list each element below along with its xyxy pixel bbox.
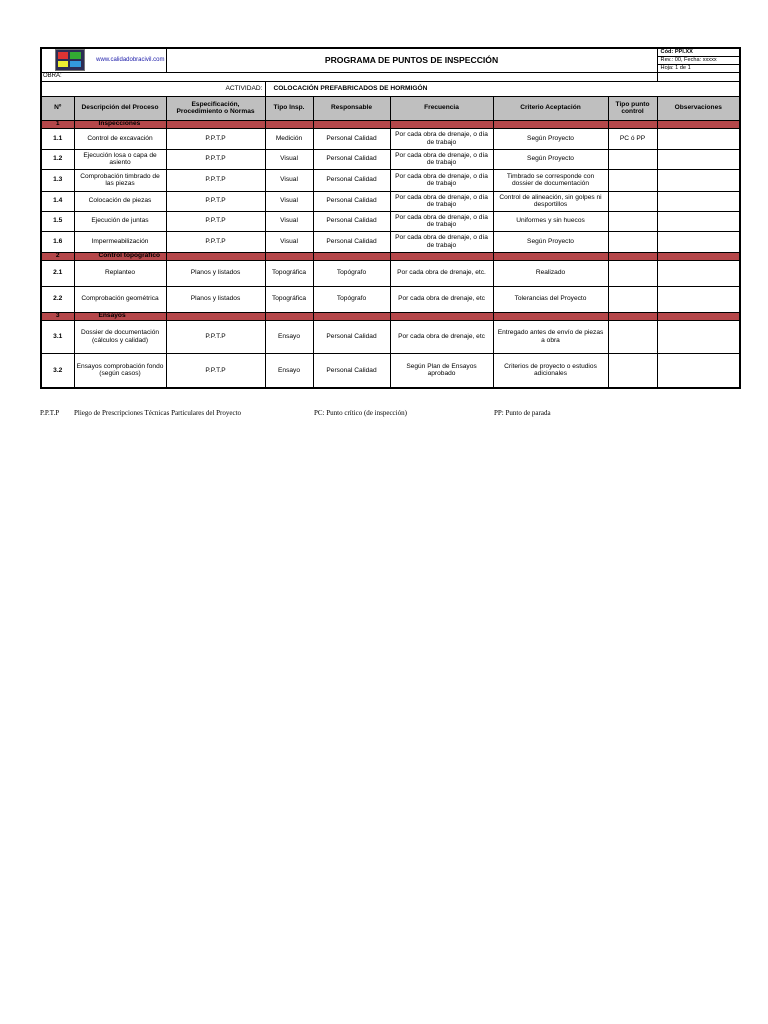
inspection-table (40, 47, 741, 389)
item-observations (657, 231, 740, 252)
item-observations (657, 149, 740, 169)
item-specification: P.P.T.P (166, 191, 265, 211)
footer-pptp-abbr: P.P.T.P (40, 409, 60, 417)
section-cell (166, 312, 265, 320)
website-link[interactable]: www.calidadobracivil.com (96, 56, 165, 63)
item-inspection-type: Topográfica (265, 260, 313, 286)
actividad-value: COLOCACIÓN PREFABRICADOS DE HORMIGÓN (265, 81, 740, 96)
section-cell (166, 252, 265, 260)
section-label: Inspecciones (74, 120, 166, 128)
item-responsible: Personal Calidad (313, 128, 390, 149)
item-acceptance-criteria: Criterios de proyecto o estudios adicionales (493, 353, 608, 388)
item-acceptance-criteria: Timbrado se corresponde con dossier de documentación (493, 169, 608, 191)
section-label: Control topográfico (74, 252, 166, 260)
section-cell (608, 252, 657, 260)
item-frequency: Por cada obra de drenaje, o día de trabajo (390, 211, 493, 231)
col-header-descripcion: Descripción del Proceso (74, 96, 166, 120)
col-header-observaciones: Observaciones (657, 96, 740, 120)
section-cell (608, 120, 657, 128)
item-frequency: Por cada obra de drenaje, o día de trabajo (390, 149, 493, 169)
item-number: 1.6 (41, 231, 74, 252)
item-observations (657, 211, 740, 231)
item-inspection-type: Visual (265, 231, 313, 252)
table-row (41, 211, 740, 231)
item-control-point (608, 320, 657, 353)
revision-date: Rev.: 00, Fecha: xxxxx (657, 56, 740, 64)
footer-pp-legend: PP: Punto de parada (494, 409, 551, 417)
logo-cell (41, 48, 166, 72)
item-description: Ensayos comprobación fondo (según casos) (74, 353, 166, 388)
document-title: PROGRAMA DE PUNTOS DE INSPECCIÓN (166, 48, 657, 72)
item-frequency: Por cada obra de drenaje, o día de trabajo (390, 191, 493, 211)
item-observations (657, 169, 740, 191)
sheet-number: Hoja: 1 de 1 (657, 64, 740, 72)
item-responsible: Personal Calidad (313, 169, 390, 191)
section-number: 3 (41, 312, 74, 320)
item-description: Impermeabilización (74, 231, 166, 252)
item-acceptance-criteria: Realizado (493, 260, 608, 286)
item-specification: P.P.T.P (166, 128, 265, 149)
item-acceptance-criteria: Control de alineación, sin golpes ni desportillos (493, 191, 608, 211)
item-responsible: Personal Calidad (313, 149, 390, 169)
item-acceptance-criteria: Uniformes y sin huecos (493, 211, 608, 231)
item-control-point (608, 169, 657, 191)
item-specification: P.P.T.P (166, 231, 265, 252)
col-header-criterio: Criterio Aceptación (493, 96, 608, 120)
section-cell (657, 252, 740, 260)
item-inspection-type: Ensayo (265, 353, 313, 388)
footer-pc-legend: PC: Punto crítico (de inspección) (314, 409, 407, 417)
item-number: 2.2 (41, 286, 74, 312)
item-acceptance-criteria: Según Proyecto (493, 149, 608, 169)
item-inspection-type: Topográfica (265, 286, 313, 312)
col-header-especificacion: Especificación, Procedimiento o Normas (166, 96, 265, 120)
col-header-responsable: Responsable (313, 96, 390, 120)
item-frequency: Por cada obra de drenaje, etc (390, 320, 493, 353)
section-cell (608, 312, 657, 320)
section-number: 1 (41, 120, 74, 128)
item-description: Replanteo (74, 260, 166, 286)
item-responsible: Personal Calidad (313, 320, 390, 353)
col-header-tipo-insp: Tipo Insp. (265, 96, 313, 120)
section-cell (265, 252, 313, 260)
document-code: Cód: PPI.XX (657, 48, 740, 56)
table-row (41, 191, 740, 211)
section-cell (390, 312, 493, 320)
item-inspection-type: Visual (265, 211, 313, 231)
section-cell (166, 120, 265, 128)
item-control-point (608, 286, 657, 312)
item-specification: P.P.T.P (166, 211, 265, 231)
item-number: 1.5 (41, 211, 74, 231)
section-cell (313, 252, 390, 260)
item-control-point (608, 260, 657, 286)
table-row (41, 320, 740, 353)
item-observations (657, 353, 740, 388)
item-frequency: Por cada obra de drenaje, etc (390, 286, 493, 312)
item-responsible: Personal Calidad (313, 231, 390, 252)
item-acceptance-criteria: Tolerancias del Proyecto (493, 286, 608, 312)
item-number: 1.1 (41, 128, 74, 149)
section-label: Ensayos (74, 312, 166, 320)
section-row (41, 252, 740, 260)
item-responsible: Topógrafo (313, 286, 390, 312)
item-acceptance-criteria: Entregado antes de envío de piezas a obra (493, 320, 608, 353)
item-description: Control de excavación (74, 128, 166, 149)
item-number: 2.1 (41, 260, 74, 286)
section-cell (390, 252, 493, 260)
item-number: 3.1 (41, 320, 74, 353)
table-row (41, 286, 740, 312)
obra-value (657, 72, 740, 81)
item-acceptance-criteria: Según Proyecto (493, 231, 608, 252)
table-row (41, 169, 740, 191)
item-specification: P.P.T.P (166, 169, 265, 191)
item-description: Comprobación geométrica (74, 286, 166, 312)
item-frequency: Por cada obra de drenaje, o día de trabajo (390, 231, 493, 252)
item-observations (657, 286, 740, 312)
section-row (41, 120, 740, 128)
item-responsible: Personal Calidad (313, 353, 390, 388)
col-header-frecuencia: Frecuencia (390, 96, 493, 120)
item-control-point (608, 231, 657, 252)
item-number: 1.2 (41, 149, 74, 169)
item-number: 1.3 (41, 169, 74, 191)
section-cell (493, 120, 608, 128)
col-header-num: Nº (41, 96, 74, 120)
section-cell (493, 312, 608, 320)
item-frequency: Por cada obra de drenaje, o día de trabajo (390, 169, 493, 191)
item-number: 1.4 (41, 191, 74, 211)
section-cell (265, 120, 313, 128)
table-row (41, 149, 740, 169)
obra-label: OBRA: (41, 72, 657, 81)
table-row (41, 231, 740, 252)
item-description: Colocación de piezas (74, 191, 166, 211)
item-specification: P.P.T.P (166, 320, 265, 353)
item-frequency: Según Plan de Ensayos aprobado (390, 353, 493, 388)
company-logo (55, 49, 85, 71)
item-responsible: Personal Calidad (313, 191, 390, 211)
item-responsible: Personal Calidad (313, 211, 390, 231)
item-inspection-type: Visual (265, 149, 313, 169)
item-observations (657, 191, 740, 211)
item-observations (657, 320, 740, 353)
section-cell (657, 312, 740, 320)
table-row (41, 128, 740, 149)
item-description: Ejecución de juntas (74, 211, 166, 231)
item-specification: P.P.T.P (166, 353, 265, 388)
item-control-point (608, 353, 657, 388)
item-specification: Planos y listados (166, 286, 265, 312)
section-number: 2 (41, 252, 74, 260)
item-description: Dossier de documentación (cálculos y calidad) (74, 320, 166, 353)
section-cell (313, 120, 390, 128)
actividad-label: ACTIVIDAD: (41, 81, 265, 96)
table-row (41, 353, 740, 388)
item-observations (657, 128, 740, 149)
item-acceptance-criteria: Según Proyecto (493, 128, 608, 149)
section-cell (390, 120, 493, 128)
item-inspection-type: Visual (265, 169, 313, 191)
item-number: 3.2 (41, 353, 74, 388)
item-frequency: Por cada obra de drenaje, etc. (390, 260, 493, 286)
section-cell (313, 312, 390, 320)
item-description: Ejecución losa o capa de asiento (74, 149, 166, 169)
section-cell (657, 120, 740, 128)
item-frequency: Por cada obra de drenaje, o día de trabajo (390, 128, 493, 149)
item-specification: Planos y listados (166, 260, 265, 286)
item-control-point (608, 149, 657, 169)
item-description: Comprobación timbrado de las piezas (74, 169, 166, 191)
column-header-row (41, 96, 740, 120)
table-row (41, 260, 740, 286)
item-observations (657, 260, 740, 286)
inspection-program-sheet (40, 47, 739, 389)
item-control-point: PC ó PP (608, 128, 657, 149)
item-inspection-type: Visual (265, 191, 313, 211)
item-inspection-type: Ensayo (265, 320, 313, 353)
section-cell (265, 312, 313, 320)
item-control-point (608, 211, 657, 231)
section-cell (493, 252, 608, 260)
item-responsible: Topógrafo (313, 260, 390, 286)
section-row (41, 312, 740, 320)
col-header-tipo-punto: Tipo punto control (608, 96, 657, 120)
item-specification: P.P.T.P (166, 149, 265, 169)
footer-pptp-desc: Pliego de Prescripciones Técnicas Particulares del Proyecto (74, 409, 242, 417)
item-control-point (608, 191, 657, 211)
item-inspection-type: Medición (265, 128, 313, 149)
